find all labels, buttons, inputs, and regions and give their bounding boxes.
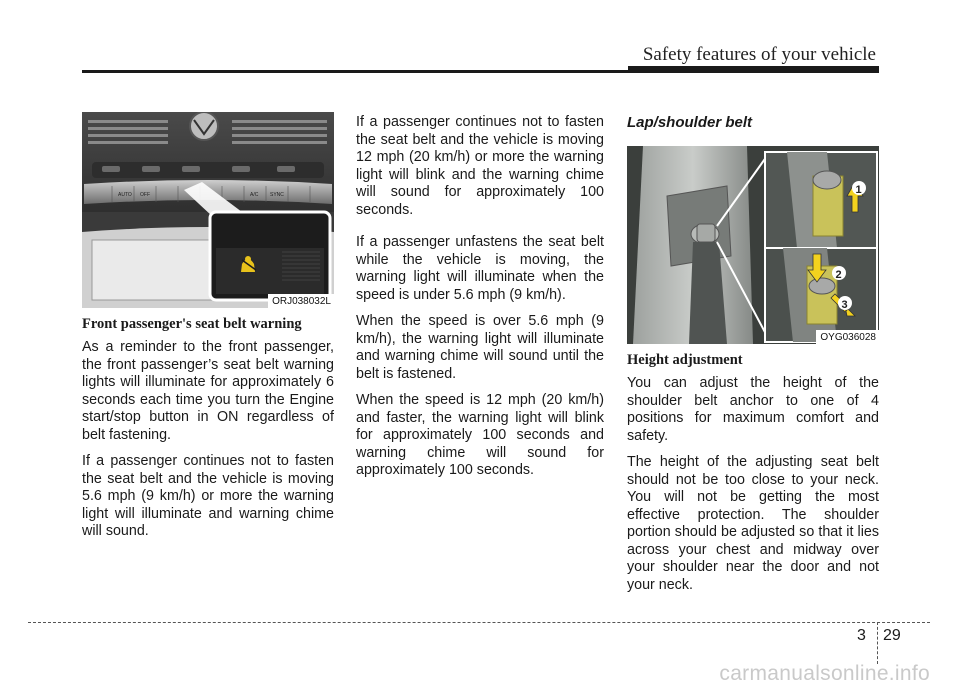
section-title: Lap/shoulder belt (627, 114, 753, 131)
middle-paragraph-4: When the speed is 12 mph (20 km/h) and faster, the warning light will blink for approximately 100 seconds and warning chime will sound for approximately 100 seconds. (356, 392, 604, 478)
footer-divider (877, 622, 878, 664)
console-button-off: OFF (140, 192, 150, 198)
callout-1: 1 (855, 184, 862, 196)
console-figure (82, 112, 334, 308)
console-button-ac: A/C (250, 192, 259, 198)
chapter-number: 3 (857, 627, 866, 644)
right-heading: Height adjustment (627, 352, 743, 368)
callout-2: 2 (835, 269, 842, 281)
middle-column (356, 114, 604, 489)
figure-code-left: ORJ038032L (268, 294, 334, 308)
right-column (627, 114, 879, 603)
console-button-auto: AUTO (118, 192, 132, 198)
figure-code-right: OYG036028 (816, 330, 879, 344)
middle-paragraph-2: If a passenger unfastens the seat belt while the vehicle is moving, the warning light will illuminate when the speed is under 5.6 mph (9 km/h). (356, 234, 604, 303)
right-paragraph-1: You can adjust the height of the shoulder belt anchor to one of 4 positions for maximum comfort and safety. (627, 375, 879, 444)
page-header-title: Safety features of your vehicle (642, 44, 876, 65)
dashboard-console-illustration (82, 112, 334, 308)
callout-3: 3 (841, 299, 848, 311)
left-paragraph-2: If a passenger continues not to fasten the seat belt and the vehicle is moving 5.6 mph (9 km/h) or more the warning light will illuminate and warning chime will sound. (82, 453, 334, 539)
left-heading: Front passenger's seat belt warning (82, 316, 302, 332)
watermark: carmanualsonline.info (719, 662, 930, 685)
page-number: 29 (883, 627, 901, 644)
header-rule-accent (628, 66, 879, 71)
belt-figure (627, 146, 879, 344)
middle-paragraph-1: If a passenger continues not to fasten the seat belt and the vehicle is moving 12 mph (20 km/h) or more the warning light will blink and the warning chime will sound for approximately 100 seconds. (356, 114, 604, 218)
left-column (82, 112, 334, 550)
shoulder-belt-anchor-illustration (627, 146, 879, 344)
left-paragraph-1: As a reminder to the front passenger, the front passenger’s seat belt warning lights will illuminate for approximately 6 seconds each time you turn the Engine start/stop button in ON regardless of belt fastening. (82, 339, 334, 443)
console-button-sync: SYNC (270, 192, 284, 198)
middle-paragraph-3: When the speed is over 5.6 mph (9 km/h), the warning light will illuminate and warning chime will sound until the belt is fastened. (356, 313, 604, 382)
footer-rule (28, 622, 930, 623)
right-paragraph-2: The height of the adjusting seat belt should not be too close to your neck. You will not be getting the most effective protection. The shoulder portion should be adjusted so that it lies across your chest and midway over your shoulder near the door and not your neck. (627, 454, 879, 593)
